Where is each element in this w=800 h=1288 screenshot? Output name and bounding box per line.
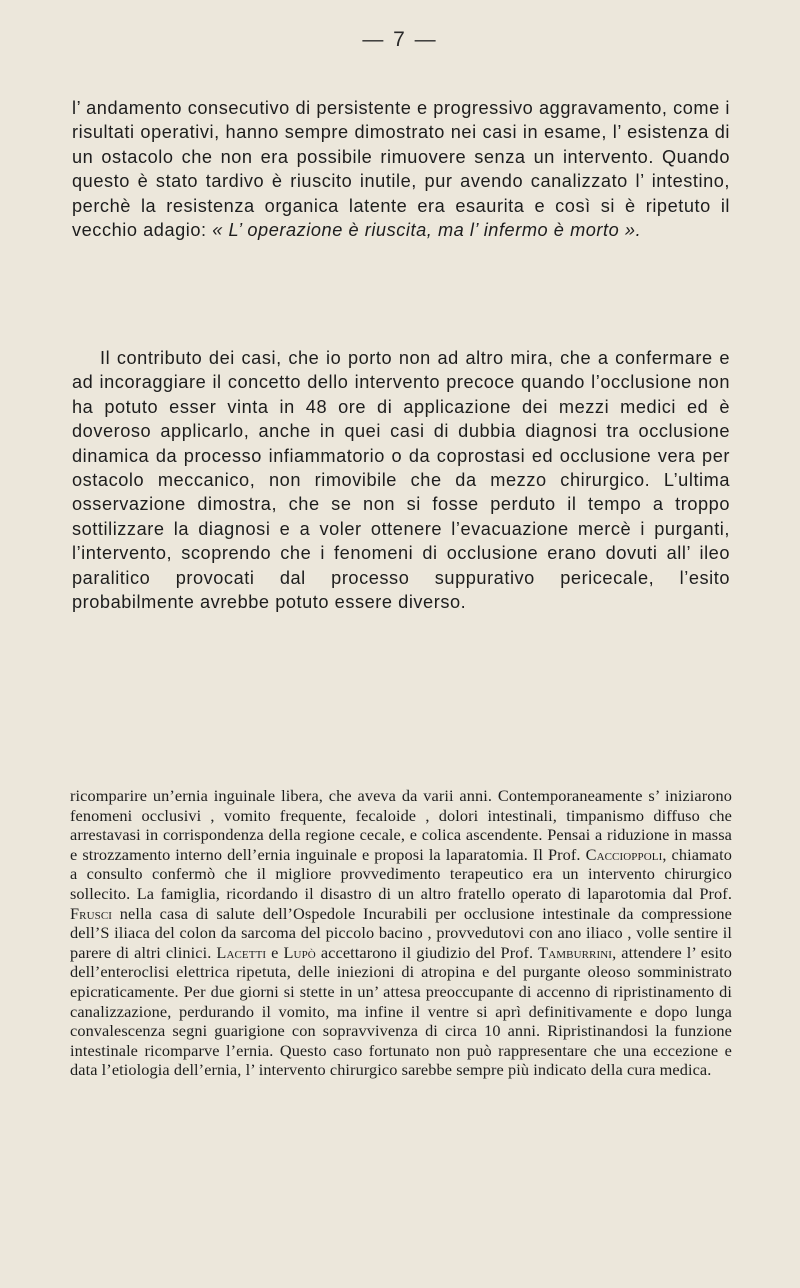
author-name: Frusci (70, 903, 113, 923)
page-number: — 7 — (362, 28, 438, 51)
case-report-text (70, 786, 732, 1080)
text-segment: nella casa di salute dell’Ospedole Incurabili per occlusione intestinale da compressione dell’S iliaca del colon da sarcoma del piccolo bacino , provvedutovi con ano iliaco , volle sentire il parere di altri clinici. (70, 903, 732, 962)
text-segment: ricomparire un’ernia inguinale libera, che aveva da varii anni. Contemporaneamente s’ iniziarono fenomeni occlusivi , vomito frequente, fecaloide , dolori intestinali, timpanismo diffuso che arrestavasi in corrispondenza della regione cecale, e colica ascendente. Pensai a riduzione in massa e strozzamento interno dell’ernia inguinale e proposi la laparatomia. Il Prof. (70, 786, 732, 864)
author-name: Caccioppoli, (585, 844, 667, 864)
author-name: Lupò (283, 942, 316, 962)
text-segment: attendere l’ esito dell’enteroclisi elettrica ripetuta, delle iniezioni di atropina e del purgante oleoso somministrato epicraticamente. Per due giorni si stette in un’ attesa preoccupante di accenno di ripristinamento di canalizzazione, perdurando il vomito, ma infine il ventre si aprì definitivamente e dopo lunga convalescenza segni guarigione con sopravvivenza di circa 10 anni. Ripristinandosi la funzione intestinale ricomparve l’ernia. Questo caso fortunato non può rappresentare che una eccezione e data l’etiologia dell’ernia, l’ intervento chirurgico sarebbe sempre più indicato della cura medica. (70, 942, 732, 1080)
body-paragraph (72, 96, 730, 242)
quoted-adage: « L’ operazione è riuscita, ma l’ infermo è morto ». (212, 220, 642, 241)
author-name: Lacetti (216, 942, 267, 962)
text-segment: chiamato a consulto confermò che il migliore provvedimento terapeutico era un intervento chirurgico sollecito. La famiglia, ricordando il disastro di un altro fratello operato di laparotomia dal Prof. (70, 844, 733, 903)
paragraph-operative-outcome (72, 96, 730, 242)
text-segment: accettarono il giudizio del Prof. (320, 942, 534, 962)
paragraph-text: l’ andamento consecutivo di persistente e progressivo aggravamento, come i risultati operativi, hanno sempre dimostrato nei casi in esame, l’ esistenza di un ostacolo che non era possibile rimuovere senza un intervento. Quando questo è stato tardivo è riuscito inutile, pur avendo canalizzato l’ intestino, perchè la resistenza organica latente era esaurita e così si è ripetuto il vecchio adagio: (72, 98, 730, 241)
author-name: Tamburrini, (538, 942, 617, 962)
body-paragraph: Il contributo dei casi, che io porto non ad altro mira, che a confermare e ad incoraggiare il concetto dello intervento precoce quando l’occlusione non ha potuto esser vinta in 48 ore di applicazione dei mezzi medici ed è doveroso applicarlo, anche in quei casi di dubbia diagnosi tra occlusione dinamica da processo infiammatorio o da coprostasi ed occlusione vera per ostacolo meccanico, non rimovibile che da mezzo chirurgico. L’ultima osservazione dimostra, che se non si fosse perduto il tempo a troppo sottilizzare la diagnosi e a voler ottenere l’evacuazione mercè i purganti, l’intervento, scoprendo che i fenomeni di occlusione erano dovuti all’ ileo paralitico provocati dal processo suppurativo pericecale, l’esito probabilmente avrebbe potuto essere diverso. (72, 348, 730, 613)
case-report-paragraph (70, 786, 732, 1080)
text-segment: e (271, 942, 279, 962)
paragraph-early-intervention (72, 346, 730, 614)
